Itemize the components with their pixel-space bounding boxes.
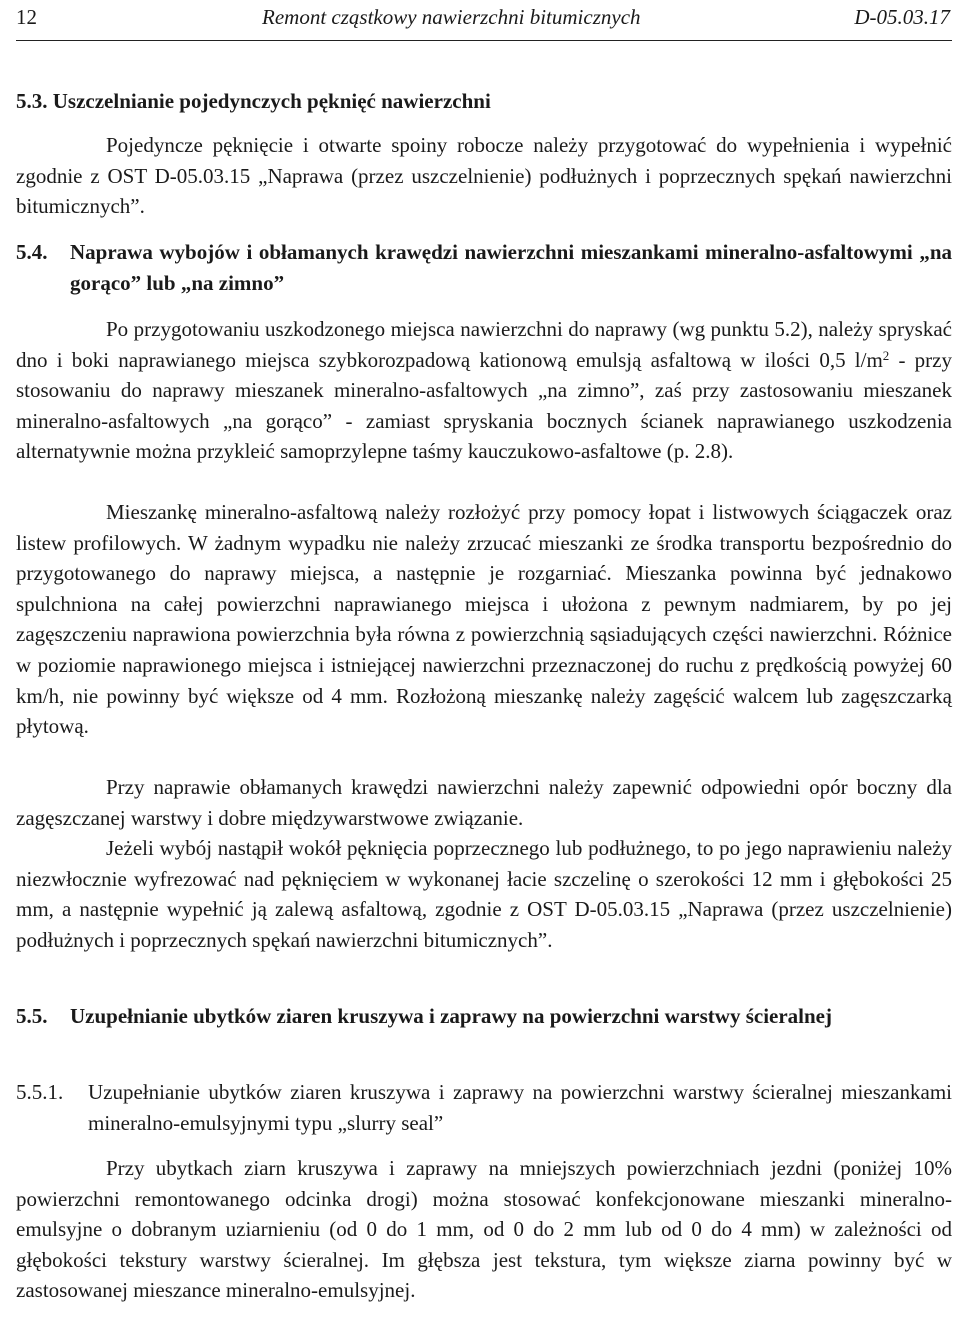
section-5-4-paragraph-4: Jeżeli wybój nastąpił wokół pęknięcia poprzecznego lub podłużnego, to po jego naprawieniu należy niezwłocznie wyfrezować nad pęknięciem w wykonanej łacie szczelinę o szerokości 12 mm i głębokości 25 mm, a następnie wypełnić ją zalewą asfaltową, zgodnie z OST D-05.03.15 „Naprawa (przez uszczelnienie) podłużnych i poprzecznych spękań nawierzchni bitumicznych”. bbox=[16, 836, 952, 952]
section-5-4-paragraph-2: Mieszankę mineralno-asfaltową należy rozłożyć przy pomocy łopat i listwowych ściągaczek oraz listew profilowych. W żadnym wypadku nie należy zrzucać mieszanki ze środka transportu bezpośrednio do przygotowanego do naprawy miejsca, a następnie je rozgarniać. Mieszanka powinna być jednakowo spulchniona na całej powierzchni naprawianego miejsca i ułożona z pewnym nadmiarem, by po jej zagęszczeniu naprawiona powierzchnia była równa z powierzchnią sąsiadujących części nawierzchni. Różnice w poziomie naprawionego miejsca i istniejącej nawierzchni przeznaczonej do ruchu z prędkością powyżej 60 km/h, nie powinny być większe od 4 mm. Rozłożoną mieszankę należy zagęścić walcem lub zagęszczarką płytową. bbox=[16, 500, 952, 739]
section-title: Uszczelnianie pojedynczych pęknięć nawierzchni bbox=[52, 89, 491, 113]
document-code: D-05.03.17 bbox=[854, 5, 950, 29]
section-5-4-heading: Naprawa wybojów i obłamanych krawędzi nawierzchni mieszankami mineralno-asfaltowymi „na gorąco” lub „na zimno” bbox=[70, 240, 952, 295]
section-5-5-heading: Uzupełnianie ubytków ziaren kruszywa i zaprawy na powierzchni warstwy ścieralnej bbox=[70, 1004, 832, 1028]
section-5-4-paragraph-1 bbox=[16, 314, 952, 467]
page-header bbox=[16, 0, 952, 41]
section-5-5-1-number: 5.5.1. bbox=[16, 1080, 64, 1104]
section-5-3-heading bbox=[16, 86, 952, 117]
paragraph-text-continued: - przy stosowaniu do naprawy mieszanek mineralno-asfaltowych „na zimno”, zaś przy zastosowaniu mieszanek mineralno-asfaltowych „na gorąco” - zamiast spryskania bocznych ścianek naprawianego uszkodzenia alternatywnie można przykleić samoprzylepne taśmy kauczukowo-asfaltowe (p. 2.8). bbox=[16, 347, 952, 464]
section-5-5-1-paragraph: Przy ubytkach ziarn kruszywa i zaprawy na mniejszych powierzchniach jezdni (poniżej 10% powierzchni remontowanego odcinka drogi) można stosować konfekcjonowane mieszanki mineralno-emulsyjne o dobranym uziarnieniu (od 0 do 1 mm, od 0 do 2 mm lub od 0 do 4 mm) w zależności od głębokości tekstury warstwy ścieralnej. Im głębsza jest tekstura, tym większe ziarna powinny być w zastosowanej mieszance mineralno-emulsyjnej. bbox=[16, 1156, 952, 1303]
section-5-5-1-heading: Uzupełnianie ubytków ziaren kruszywa i zaprawy na powierzchni warstwy ścieralnej mieszankami mineralno-emulsyjnymi typu „slurry seal” bbox=[88, 1080, 952, 1135]
section-5-5-number: 5.5. bbox=[16, 1004, 48, 1028]
section-number: 5.3. bbox=[16, 89, 48, 113]
page-number: 12 bbox=[16, 5, 37, 29]
section-5-4-paragraph-3: Przy naprawie obłamanych krawędzi nawierzchni należy zapewnić odpowiedni opór boczny dla zagęszczanej warstwy i dobre międzywarstwowe związanie. bbox=[16, 775, 952, 830]
section-5-3-paragraph: Pojedyncze pęknięcie i otwarte spoiny robocze należy przygotować do wypełnienia i wypełnić zgodnie z OST D-05.03.15 „Naprawa (przez uszczelnienie) podłużnych i poprzecznych spękań nawierzchni bitumicznych”. bbox=[16, 133, 952, 219]
section-5-4-number: 5.4. bbox=[16, 240, 48, 264]
running-title: Remont cząstkowy nawierzchni bitumicznych bbox=[262, 5, 641, 29]
paragraph-text: Po przygotowaniu uszkodzonego miejsca nawierzchni do naprawy (wg punktu 5.2), należy spryskać dno i boki naprawianego miejsca szybkorozpadową kationową emulsją asfaltową w ilości 0,5 l/m bbox=[16, 317, 952, 372]
superscript: 2 bbox=[882, 347, 890, 363]
